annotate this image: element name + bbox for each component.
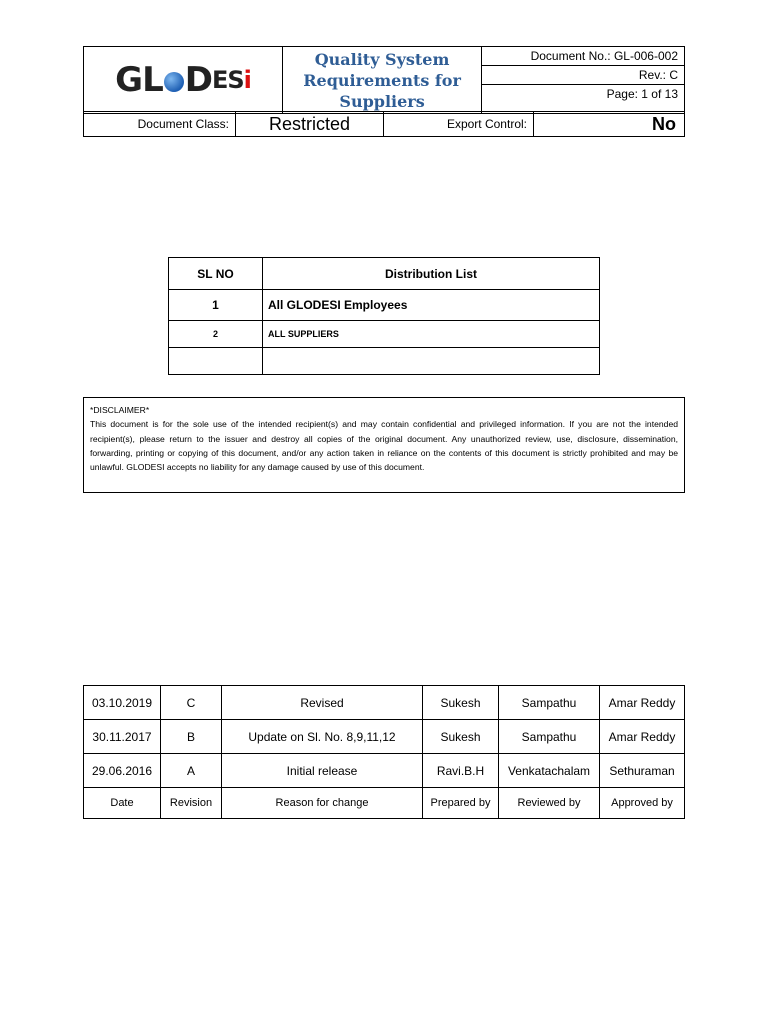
date-cell: 29.06.2016 bbox=[84, 754, 161, 788]
glodesi-logo bbox=[115, 60, 251, 100]
prepared-by-cell: Ravi.B.H bbox=[423, 754, 499, 788]
classification-row bbox=[83, 111, 685, 137]
revision-cell: A bbox=[161, 754, 222, 788]
revision-label: Rev.: C bbox=[482, 66, 685, 85]
date-cell: 30.11.2017 bbox=[84, 720, 161, 754]
logo-text-i: i bbox=[243, 66, 251, 94]
reviewed-by-header: Reviewed by bbox=[499, 788, 600, 819]
distribution-cell: All GLODESI Employees bbox=[263, 290, 600, 321]
sl-cell bbox=[169, 348, 263, 375]
revision-cell: C bbox=[161, 686, 222, 720]
logo-text-es: ES bbox=[211, 66, 244, 94]
revision-table bbox=[83, 685, 685, 819]
sl-no-header: SL NO bbox=[169, 258, 263, 290]
disclaimer-title: *DISCLAIMER* bbox=[90, 405, 150, 415]
prepared-by-cell: Sukesh bbox=[423, 720, 499, 754]
document-header bbox=[83, 46, 685, 114]
reviewed-by-cell: Sampathu bbox=[499, 720, 600, 754]
page-number: Page: 1 of 13 bbox=[482, 85, 685, 114]
table-row bbox=[84, 754, 685, 788]
table-row bbox=[169, 321, 600, 348]
reviewed-by-cell: Sampathu bbox=[499, 686, 600, 720]
reason-cell: Update on Sl. No. 8,9,11,12 bbox=[222, 720, 423, 754]
reason-cell: Revised bbox=[222, 686, 423, 720]
document-class-value: Restricted bbox=[236, 112, 384, 137]
reviewed-by-cell: Venkatachalam bbox=[499, 754, 600, 788]
logo-text-gl: GL bbox=[115, 60, 163, 100]
logo-cell bbox=[84, 47, 283, 114]
logo-text-d: D bbox=[184, 60, 212, 100]
approved-by-header: Approved by bbox=[600, 788, 685, 819]
date-header: Date bbox=[84, 788, 161, 819]
table-row bbox=[169, 348, 600, 375]
revision-cell: B bbox=[161, 720, 222, 754]
sl-cell: 2 bbox=[169, 321, 263, 348]
table-row bbox=[84, 720, 685, 754]
disclaimer-box bbox=[83, 397, 685, 493]
distribution-cell: ALL SUPPLIERS bbox=[263, 321, 600, 348]
table-footer-row bbox=[84, 788, 685, 819]
approved-by-cell: Amar Reddy bbox=[600, 686, 685, 720]
approved-by-cell: Amar Reddy bbox=[600, 720, 685, 754]
distribution-table bbox=[168, 257, 600, 375]
globe-icon bbox=[164, 72, 184, 92]
distribution-cell bbox=[263, 348, 600, 375]
date-cell: 03.10.2019 bbox=[84, 686, 161, 720]
sl-cell: 1 bbox=[169, 290, 263, 321]
document-class-label: Document Class: bbox=[84, 112, 236, 137]
prepared-by-header: Prepared by bbox=[423, 788, 499, 819]
revision-header: Revision bbox=[161, 788, 222, 819]
approved-by-cell: Sethuraman bbox=[600, 754, 685, 788]
table-row bbox=[169, 290, 600, 321]
disclaimer-text: This document is for the sole use of the intended recipient(s) and may contain confidential and privileged information. If you are not the intended recipient(s), please return to the issuer and destroy all copies of the original document. Any unauthorized review, use, disclosure, dissemination, forwarding, printing or copying of this document, and/or any action taken in reliance on the contents of this document is strictly prohibited and may be unlawful. GLODESI accepts no liability for any damage caused by use of this document. bbox=[90, 419, 678, 473]
distribution-list-header: Distribution List bbox=[263, 258, 600, 290]
document-number: Document No.: GL-006-002 bbox=[482, 47, 685, 66]
reason-header: Reason for change bbox=[222, 788, 423, 819]
export-control-label: Export Control: bbox=[384, 112, 534, 137]
prepared-by-cell: Sukesh bbox=[423, 686, 499, 720]
document-title: Quality System Requirements for Suppliers bbox=[283, 47, 482, 114]
reason-cell: Initial release bbox=[222, 754, 423, 788]
table-row bbox=[84, 686, 685, 720]
export-control-value: No bbox=[534, 112, 685, 137]
